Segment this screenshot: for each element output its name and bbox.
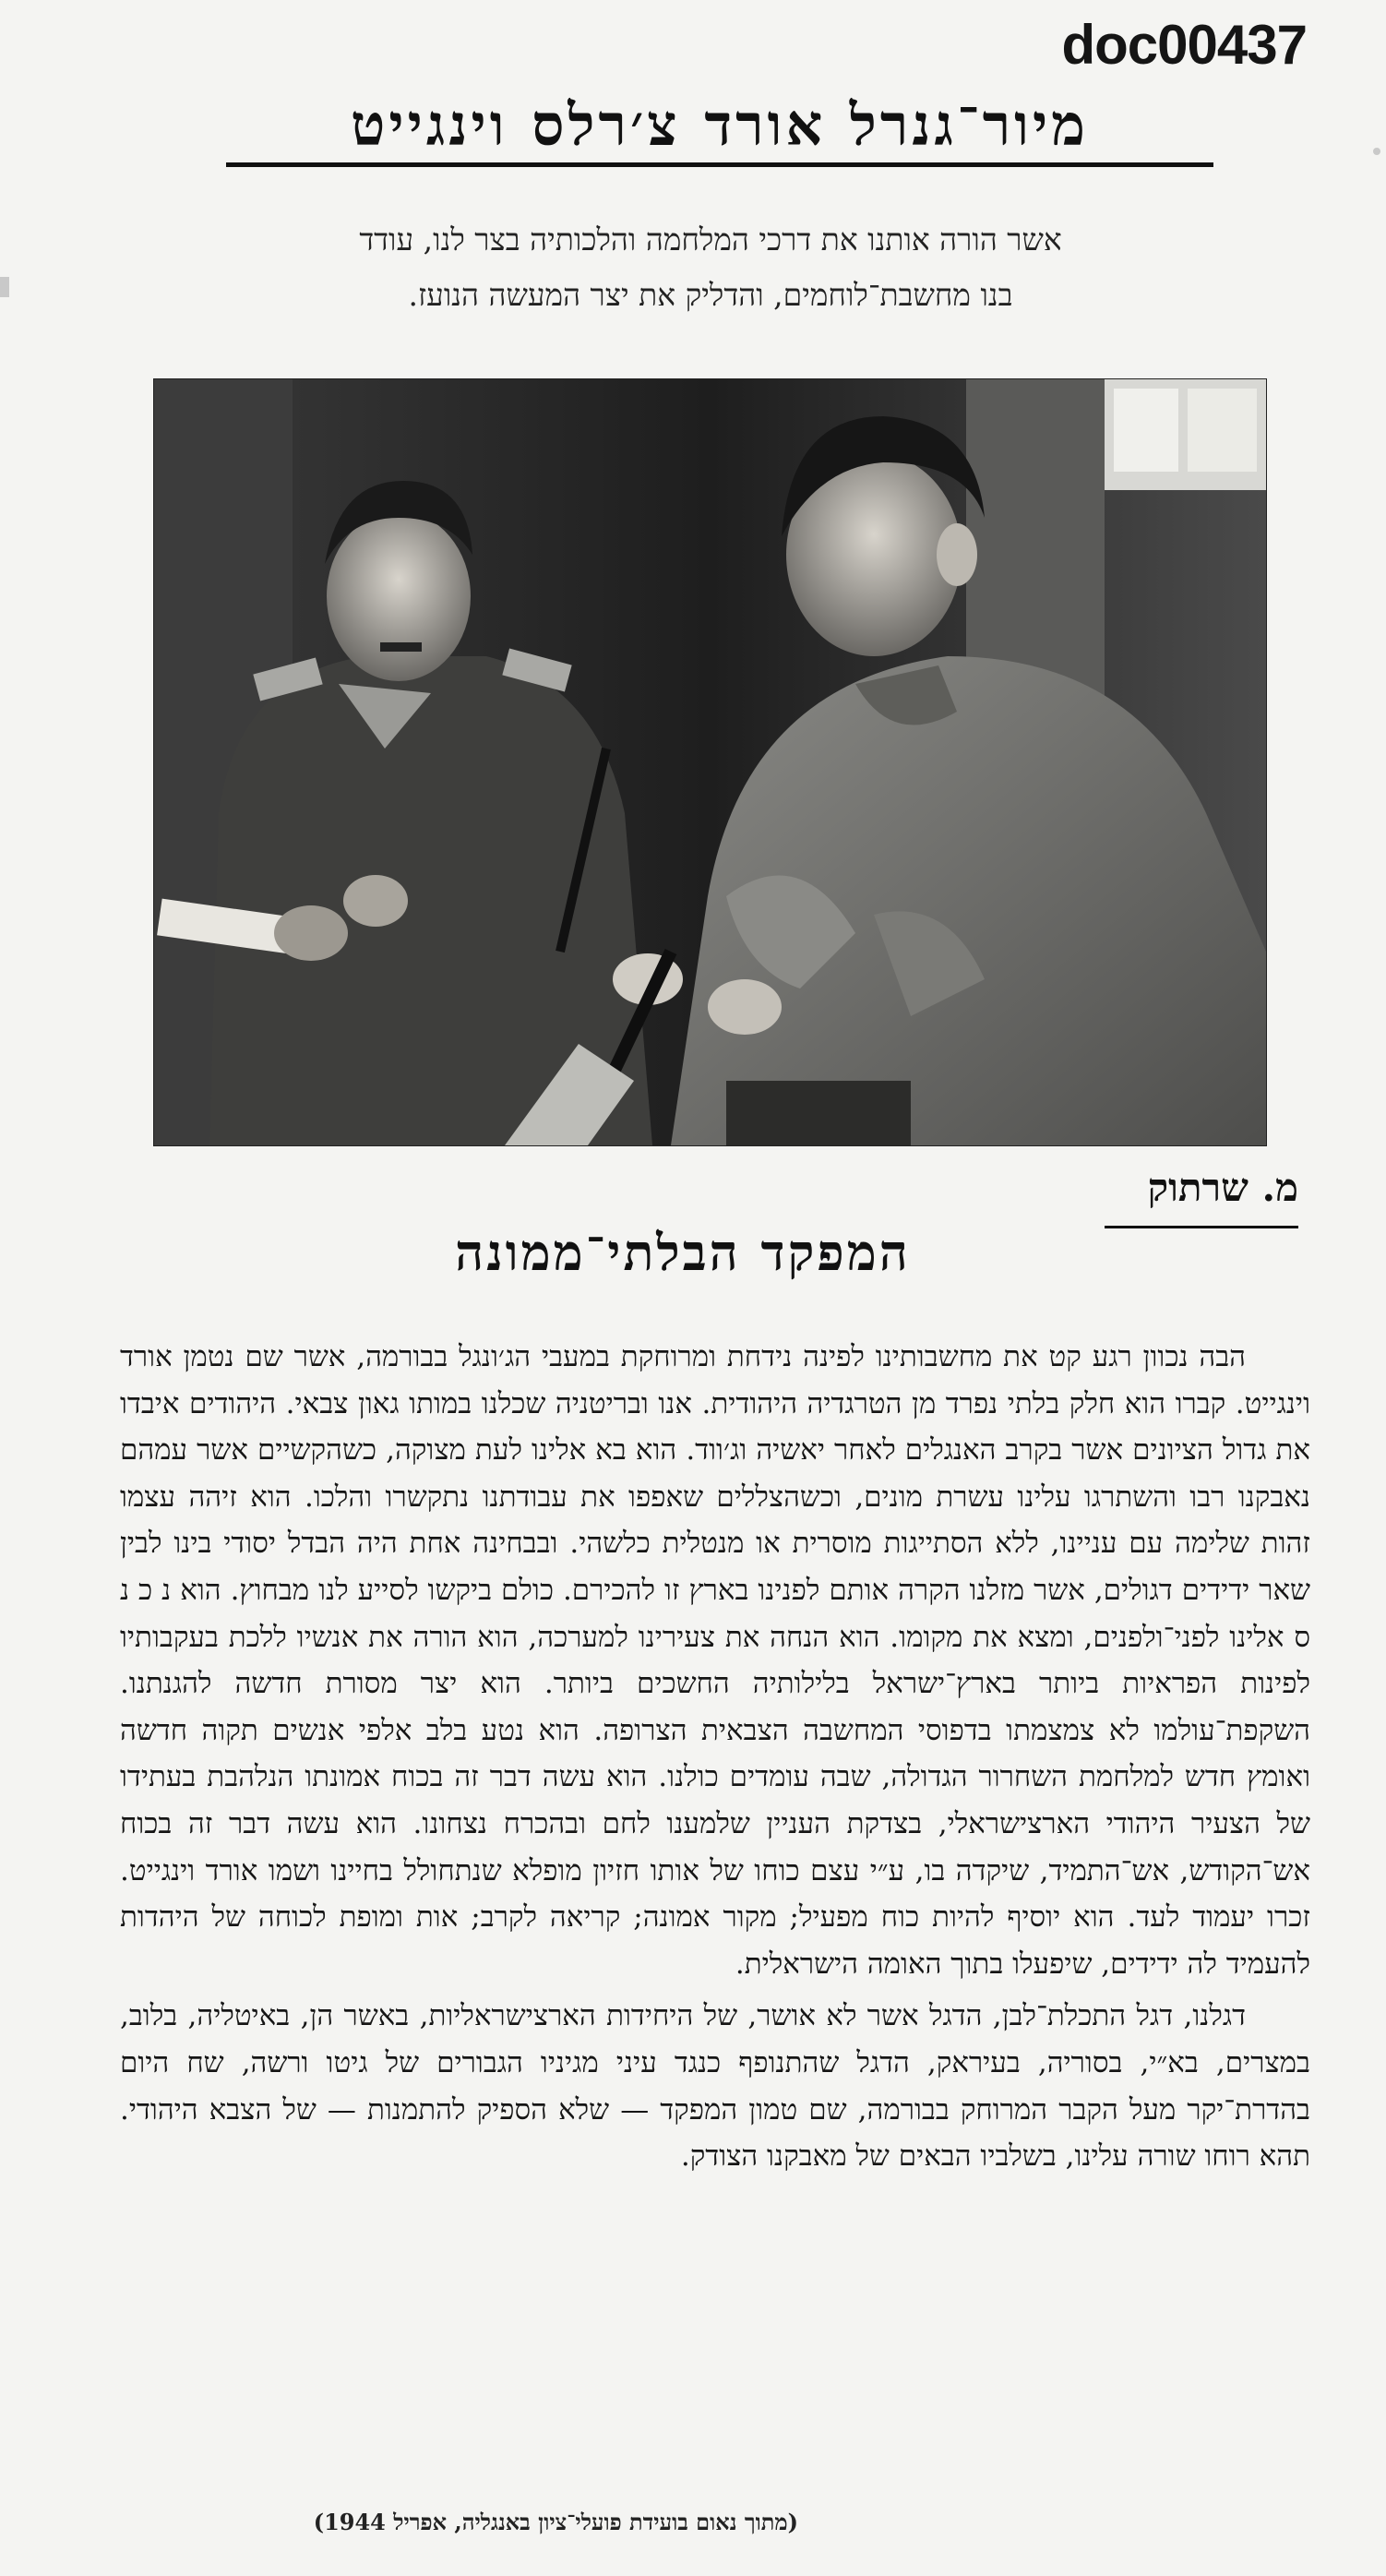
author-underline [1105, 1226, 1298, 1228]
document-id: doc00437 [1061, 14, 1307, 76]
photograph-illustration [154, 379, 1266, 1145]
subtitle-line: בנו מחשבת־לוחמים, והדליק את יצר המעשה הנועז. [408, 277, 1013, 313]
article-paragraph: הבה נכוון רגע קט את מחשבותינו לפינה נידחת ומרוחקת במעבי הג׳ונגל בבורמה, אשר שם נטמן אורד וינגייט. קברו הוא חלק בלתי נפרד מן הטרגדיה היהודית. אנו ובריטניה שכלנו במותו גאון צבאי. היהודים איבדו את גדול הציונים אשר בקרב האנגלים לאחר יאשיה וג׳ווד. הוא בא אלינו לעת מצוקה, כשהקשיים אשר עמהם נאבקנו רבו והשתרגו עלינו עשרת מונים, וכשהצללים שאפפו את עבודתנו נתקשרו והלכו. הוא זיהה עצמו זהות שלימה עם עניינו, ללא הסתייגות מוסרית או מנטלית כלשהי. ובבחינה אחת היה הבדל יסודי בינו לבין שאר ידידים דגולים, אשר מזלנו הקרה אותם לפנינו בארץ זו להכירם. כולם ביקשו לסייע לנו מבחוץ. הוא נ כ נ ס אלינו לפני־ולפנים, ומצא את מקומו. הוא הנחה את צעירינו למערכה, הוא הורה את אנשיו ללכת בעקבותיו לפינות הפראיות ביותר בארץ־ישראל בלילותיה החשכים ביותר. הוא יצר מסורת חדשה להגנתנו. השקפת־עולמו לא צמצמתו בדפוסי המחשבה הצבאית הצרופה. הוא נטע בלב אלפי אנשים תקוה חדשה ואומץ חדש למלחמת השחרור הגדולה, שבה עומדים כולנו. הוא עשה דבר זה בכוח אמונתו הנלהבת בעתידו של הצעיר היהודי הארצישראלי, בצדקת העניין שלמענו לחם ובהכרח נצחונו. הוא עשה דבר זה בכוח אש־הקודש, אש־התמיד, שיקדה בו, ע״י עצם כוחו של אותו חזיון מופלא שנתחולל בחיינו ושמו אורד וינגייט. זכרו יעמוד לעד. הוא יוסיף להיות כוח מפעיל; מקור אמונה; קריאה לקרב; אות ומופת לכוחה של היהדות להעמיד לה ידידים, שיפעלו בתוך האומה הישראלית. [120, 1340, 1310, 1981]
source-note: (מתוך נאום בועידת פועלי־ציון באנגליה, אפריל 1944) [313, 2509, 798, 2535]
article-author: מ. שרתוק [1147, 1165, 1298, 1210]
article-paragraph: דגלנו, דגל התכלת־לבן, הדגל אשר לא אושר, של היחידות הארצישראליות, באשר הן, באיטליה, בלוב, במצרים, בא״י, בסוריה, בעיראק, הדגל שהתנופף כנגד עיני מגיניו הגבורים של גיטו ורשה, שח היום בהדרת־יקר מעל הקבר המרוחק בבורמה, שם טמון המפקד — שלא הספיק להתמנות — של הצבא היהודי. תהא רוחו שורה עלינו, בשלביו הבאים של מאבקנו הצודק. [120, 1999, 1310, 2174]
headline-underline [226, 162, 1213, 167]
headline-subtitle [212, 212, 1209, 323]
headline-title: מיור־גנרל אורד צ׳רלס וינגייט [350, 91, 1090, 159]
margin-mark [1373, 148, 1380, 155]
margin-mark [0, 277, 9, 297]
article-body [120, 1334, 1310, 2180]
article-title: המפקד הבלתי־ממונה [455, 1223, 911, 1282]
photograph-two-officers [153, 378, 1267, 1146]
subtitle-line: אשר הורה אותנו את דרכי המלחמה והלכותיה בצר לנו, עודד [359, 222, 1062, 258]
